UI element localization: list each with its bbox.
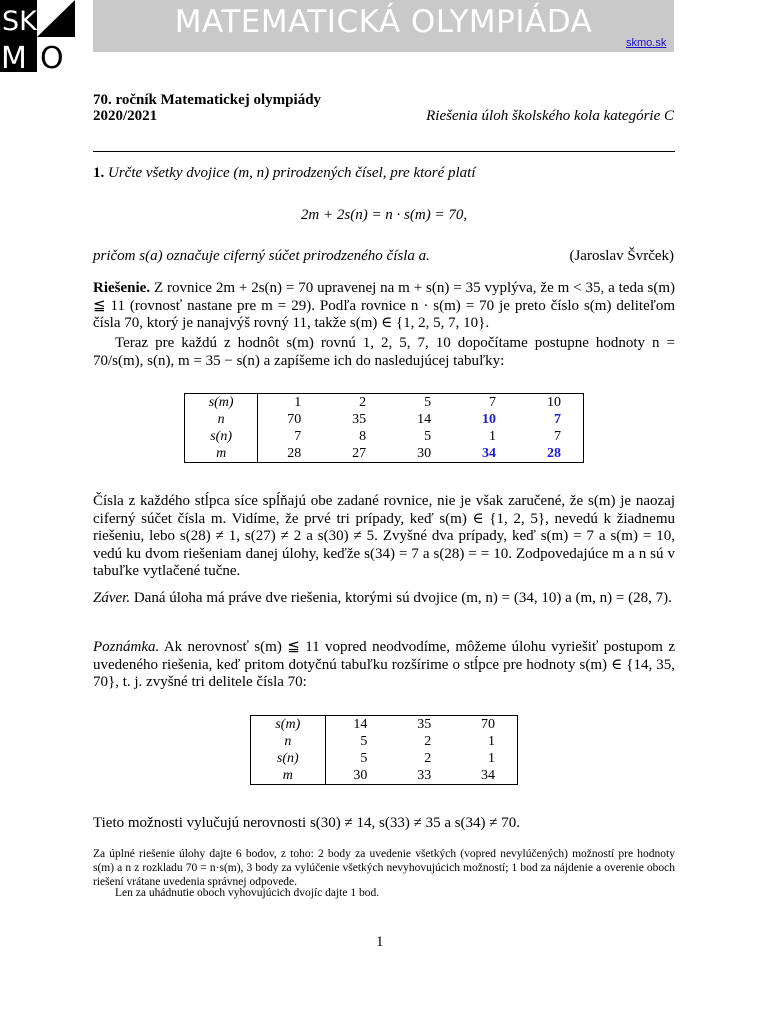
table-row	[185, 411, 584, 428]
header-subtitle: Riešenia úloh školského kola kategórie C	[426, 108, 674, 124]
table-row	[185, 445, 584, 463]
remark	[93, 639, 675, 692]
table-cell: 1	[488, 734, 495, 749]
problem-equation: 2m + 2s(n) = n · s(m) = 70,	[300, 207, 468, 223]
problem-text: Určte všetky dvojice (m, n) prirodzených čísel, pre ktoré platí	[108, 165, 476, 181]
row-label: m	[185, 445, 258, 463]
table-row	[251, 733, 518, 750]
table-cell: 14	[417, 412, 432, 427]
table-cell: 1	[294, 395, 302, 410]
conclusion	[93, 590, 675, 608]
table-cell: 70	[481, 717, 495, 732]
logo-mo-o: O	[40, 41, 64, 72]
table-row	[251, 767, 518, 785]
header-competition: 70. ročník Matematickej olympiády	[93, 92, 322, 108]
solution-label: Riešenie.	[93, 280, 151, 296]
header-rule	[93, 151, 675, 152]
table-cell: 10	[482, 412, 497, 427]
table-cell: 34	[481, 768, 495, 783]
table-cell: 7	[294, 429, 302, 444]
banner	[93, 0, 674, 52]
table-cell: 7	[489, 395, 497, 410]
table-cell: 14	[353, 717, 368, 732]
table-cell: 30	[353, 768, 368, 783]
table-cell: 33	[417, 768, 432, 783]
table-cell: 10	[547, 395, 561, 410]
final-remark: Tieto možnosti vylučujú nerovnosti s(30) ≠ 14, s(33) ≠ 35 a s(34) ≠ 70.	[93, 815, 521, 831]
row-label: s(m)	[251, 716, 326, 734]
conclusion-label: Záver.	[93, 590, 131, 606]
grading-text-2: Len za uhádnutie oboch vyhovujúcich dvojíc dajte 1 bod.	[115, 887, 380, 899]
table-cell: 30	[417, 446, 432, 461]
table-cell: 34	[482, 446, 497, 461]
table-cell: 1	[489, 429, 497, 444]
table-cell: 1	[488, 751, 495, 766]
problem-number: 1.	[93, 165, 105, 181]
values-table	[184, 393, 584, 463]
row-label: s(n)	[251, 750, 326, 767]
row-label: n	[251, 733, 326, 750]
solution-paragraph-2: Teraz pre každú z hodnôt s(m) rovnú 1, 2, 5, 7, 10 dopočítame postupne hodnoty n = 70/s(m), s(n), m = 35 − s(n) a zapíšeme ich do nasledujúcej tabuľky:	[93, 335, 675, 369]
table-cell: 70	[287, 412, 302, 427]
skmo-link[interactable]: skmo.sk	[626, 37, 667, 49]
table-row	[185, 394, 584, 412]
table-cell: 2	[424, 751, 432, 766]
solution-paragraph-1	[93, 280, 675, 333]
logo-sk: SK	[2, 6, 37, 37]
table-cell: 35	[417, 717, 432, 732]
table-cell: 2	[424, 734, 432, 749]
table-cell: 5	[424, 429, 432, 444]
table-cell: 5	[360, 751, 368, 766]
page-number: 1	[376, 934, 384, 950]
row-label: s(n)	[185, 428, 258, 445]
table-cell: 8	[359, 429, 367, 444]
table-cell: 7	[554, 429, 561, 444]
skmo-logo	[0, 0, 75, 72]
solution-text-1: Z rovnice 2m + 2s(n) = 70 upravenej na m + s(n) = 35 vyplýva, že m < 35, a teda s(m) ≦ 11 (rovnosť nastane pre m = 29). Podľa rovnice n · s(m) = 70 je preto číslo s(m) deliteľom čísla 70, ktorý je nanajvýš rovný 11, takže s(m) ∈ {1, 2, 5, 7, 10}.	[93, 280, 675, 331]
conclusion-text: Daná úloha má práve dve riešenia, ktorými sú dvojice (m, n) = (34, 10) a (m, n) = (28, 7).	[133, 590, 672, 606]
row-label: s(m)	[185, 394, 258, 412]
grading-text: Za úplné riešenie úlohy dajte 6 bodov, z toho: 2 body za uvedenie všetkých (vopred nevylúčených) možností pre hodnoty s(m) a n z rozkladu 70 = n·s(m), 3 body za vylúčenie všetkých nevyhovujúcich možností; 1 bod za nájdenie a overenie oboch riešení vrátane uvedenia správnej odpovede.	[93, 848, 675, 888]
table-cell: 7	[554, 412, 561, 427]
problem-author: (Jaroslav Švrček)	[569, 248, 674, 264]
logo-mo-m: M	[1, 41, 27, 72]
solution-paragraph-3: Čísla z každého stĺpca síce spĺňajú obe zadané rovnice, nie je však zaručené, že s(m) je naozaj ciferný súčet čísla m. Vidíme, že prvé tri prípady, keď s(m) ∈ {1, 2, 5}, nevedú k žiadnemu riešeniu, lebo s(28) ≠ 1, s(27) ≠ 2 a s(30) ≠ 5. Zvyšné dva prípady, keď s(m) = 7 a s(m) = 10, vedú ku dvom riešeniam danej úlohy, keďže s(34) = 7 a s(28) = = 10. Zodpovedajúce m a n sú v tabuľke vytlačené tučne.	[93, 493, 675, 579]
banner-title: MATEMATICKÁ OLYMPIÁDA	[174, 4, 593, 40]
row-label: m	[251, 767, 326, 785]
problem-note: pričom s(a) označuje ciferný súčet prirodzeného čísla a.	[93, 248, 430, 264]
row-label: n	[185, 411, 258, 428]
table-row	[251, 750, 518, 767]
remark-text: Ak nerovnosť s(m) ≦ 11 vopred neodvodíme, môžeme úlohu vyriešiť postupom z uvedeného riešenia, keď pritom dotyčnú tabuľku rozšírime o stĺpce pre hodnoty s(m) ∈ {14, 35, 70}, t. j. zvyšné tri delitele čísla 70:	[93, 639, 675, 690]
table-cell: 27	[352, 446, 367, 461]
problem-statement	[93, 165, 675, 183]
table-cell: 5	[424, 395, 432, 410]
extended-table	[250, 715, 518, 785]
remark-label: Poznámka.	[93, 639, 160, 655]
table-row	[185, 428, 584, 445]
table-cell: 5	[360, 734, 368, 749]
table-cell: 2	[359, 395, 367, 410]
header-year: 2020/2021	[93, 108, 158, 124]
table-cell: 28	[547, 446, 561, 461]
table-row	[251, 716, 518, 734]
table-cell: 28	[287, 446, 302, 461]
table-cell: 35	[352, 412, 367, 427]
